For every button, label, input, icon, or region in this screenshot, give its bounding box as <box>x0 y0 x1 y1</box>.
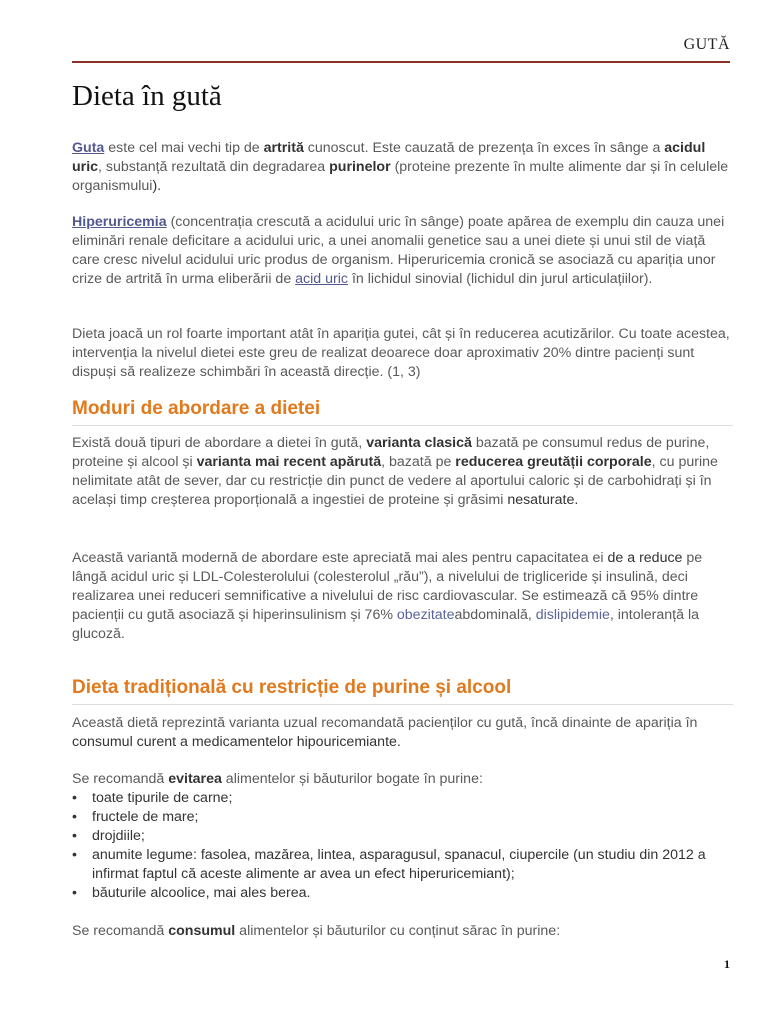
obezitate-link[interactable]: obezitate <box>396 607 455 623</box>
traditional-paragraph-1: Această dietă reprezintă varianta uzual recomandată pacienților cu gută, încă dinainte de apariția în consumul curent a medicamentelor hipouricemiante. <box>72 715 698 750</box>
hiperuricemia-link[interactable]: Hiperuricemia <box>72 214 167 230</box>
section-heading-traditional-diet: Dieta tradițională cu restricție de purine și alcool <box>72 677 733 705</box>
bullet-icon: • <box>72 847 77 863</box>
avoid-list <box>72 789 742 903</box>
running-header: GUTĂ <box>683 36 730 53</box>
list-item: • fructele de mare; <box>72 809 199 825</box>
intro-paragraph-2: Hiperuricemia (concentrația crescută a acidului uric în sânge) poate apărea de exemplu din cauza unei eliminări renale deficitare a acidului uric, a unei anomalii genetice sau a unei diete și unui stil de viață care cresc nivelul acidului uric produs de organism. Hiperuricemia cronică se asociază cu apariția unor crize de artrită în urma eliberării de acid uric în lichidul sinovial (lichidul din jurul articulațiilor). <box>72 214 725 287</box>
bullet-icon: • <box>72 828 77 844</box>
intro-paragraph-1: Guta este cel mai vechi tip de artrită cunoscut. Este cauzată de prezența în exces în sânge a acidul uric, substanță rezultată din degradarea purinelor (proteine prezente în multe alimente dar și în celulele organismului). <box>72 140 729 194</box>
intro-paragraph-3: Dieta joacă un rol foarte important atât în apariția gutei, cât și în reducerea acutizărilor. Cu toate acestea, intervenția la nivelul dietei este greu de realizat deoarece doar aproximativ 20% dintre pacienți sunt dispuși să realizeze schimbări în această direcție. (1, 3) <box>72 326 730 380</box>
bullet-icon: • <box>72 885 77 901</box>
section-heading-approaches: Moduri de abordare a dietei <box>72 398 733 426</box>
avoid-intro: Se recomandă evitarea alimentelor și băuturilor bogate în purine: <box>72 771 483 787</box>
guta-link[interactable]: Guta <box>72 140 105 156</box>
list-item: • drojdiile; <box>72 828 145 844</box>
list-item: • toate tipurile de carne; <box>72 790 233 806</box>
acid-uric-link[interactable]: acid uric <box>295 271 348 287</box>
list-item: • băuturile alcoolice, mai ales berea. <box>72 885 311 901</box>
list-item: • anumite legume: fasolea, mazărea, lintea, asparagusul, spanacul, ciupercile (un studiu din 2012 a infirmat faptul că aceste alimente ar avea un efect hiperuricemiant); <box>72 847 706 882</box>
consume-intro: Se recomandă consumul alimentelor și băuturilor cu conținut sărac în purine: <box>72 923 561 939</box>
page-number: 1 <box>724 957 730 971</box>
approaches-paragraph-1: Există două tipuri de abordare a dietei în gută, varianta clasică bazată pe consumul redus de purine, proteine și alcool și varianta mai recent apărută, bazată pe reducerea greutății corporale, cu purine nelimitate atât de sever, dar cu restricție din punct de vedere al aportului caloric și de carbohidrați și în același timp creșterea proporțională a ingestiei de proteine și grăsimi nesaturate. <box>72 435 718 508</box>
bullet-icon: • <box>72 809 77 825</box>
header-rule <box>72 61 730 63</box>
bullet-icon: • <box>72 790 77 806</box>
approaches-paragraph-2: Această variantă modernă de abordare este apreciată mai ales pentru capacitatea ei de a reduce pe lângă acidul uric și LDL-Colesterolului (colesterolul „rău”), a nivelului de trigliceride și insulină, deci realizarea unei reduceri semnificative a nivelului de risc cardiovascular. Se estimează că 95% dintre pacienții cu gută asociază și hiperinsulinism și 76% obezitateabdominală, dislipidemie, intoleranță la glucoză. <box>72 550 703 642</box>
dislipidemie-link[interactable]: dislipidemie <box>535 607 610 623</box>
page-title: Dieta în gută <box>72 80 222 112</box>
